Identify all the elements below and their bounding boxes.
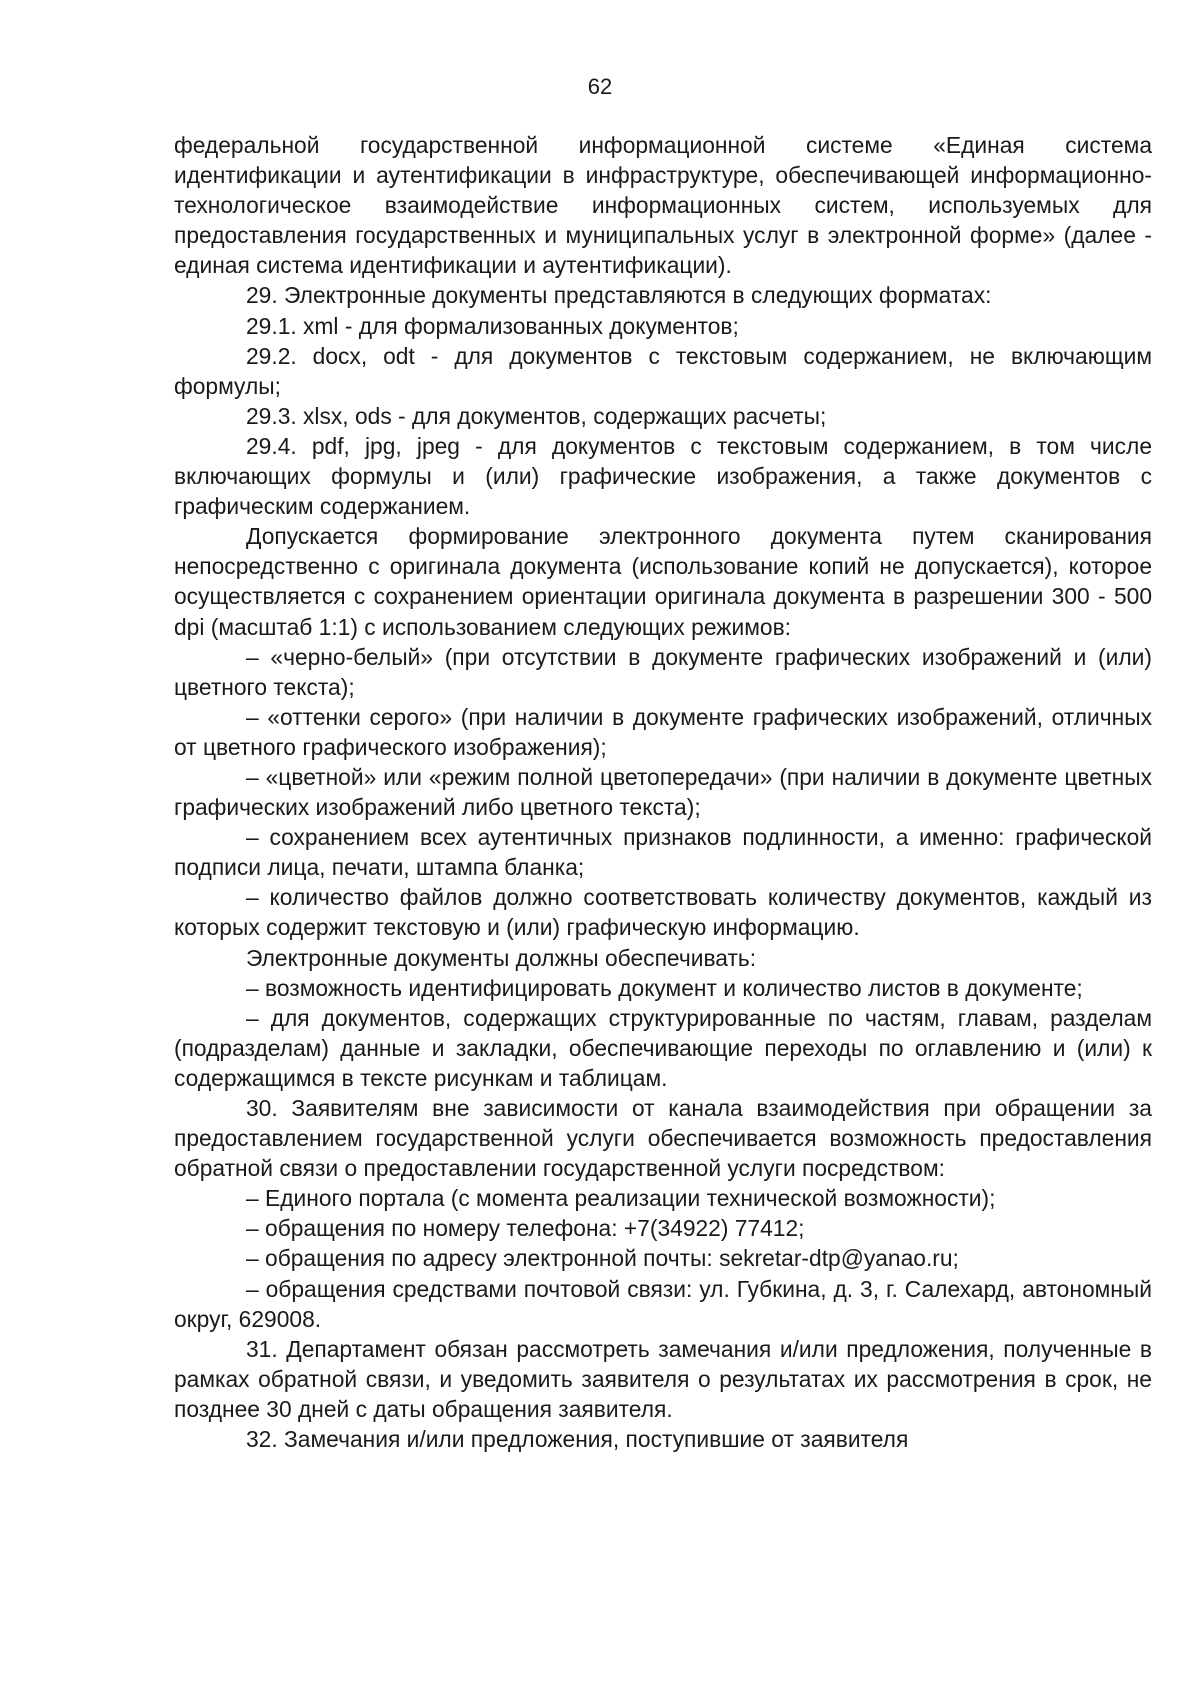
paragraph-29: 29. Электронные документы представляются в следующих форматах:: [246, 282, 992, 309]
list-item-color: – «цветной» или «режим полной цветопередачи» (при наличии в документе цветных графических изображений либо цветного текста);: [174, 763, 1152, 821]
paragraph-29-4: 29.4. pdf, jpg, jpeg - для документов с текстовым содержанием, в том числе включающих формулы и (или) графические изображения, а также документов с графическим содержанием.: [174, 432, 1152, 520]
list-item-black-white: – «черно-белый» (при отсутствии в документе графических изображений и (или) цветного текста);: [174, 643, 1152, 700]
paragraph-31: 31. Департамент обязан рассмотреть замечания и/или предложения, полученные в рамках обратной связи, и уведомить заявителя о результатах их рассмотрения в срок, не позднее 30 дней с даты обращения заявителя.: [174, 1335, 1152, 1422]
paragraph-30: 30. Заявителям вне зависимости от канала взаимодействия при обращении за предоставлением государственной услуги обеспечивается возможность предоставления обратной связи о предоставлении государственной услуги посредством:: [174, 1095, 1152, 1182]
list-item-grayscale: – «оттенки серого» (при наличии в документе графических изображений, отличных от цветного графического изображения);: [174, 703, 1152, 760]
paragraph-29-1: 29.1. xml - для формализованных документов;: [246, 312, 739, 339]
list-item-phone: – обращения по номеру телефона: +7(34922) 77412;: [246, 1215, 805, 1242]
paragraph-requirements: Электронные документы должны обеспечивать:: [246, 944, 757, 971]
list-item-file-count: – количество файлов должно соответствовать количеству документов, каждый из которых содержит текстовую и (или) графическую информацию.: [174, 884, 1152, 941]
list-item-bookmarks: – для документов, содержащих структурированные по частям, главам, разделам (подразделам) данные и закладки, обеспечивающие переходы по оглавлению и (или) к содержащимся в тексте рисункам и таблицам.: [174, 1004, 1152, 1091]
paragraph-29-2: 29.2. docx, odt - для документов с текстовым содержанием, не включающим формулы;: [174, 342, 1152, 399]
list-item-authenticity: – сохранением всех аутентичных признаков подлинности, а именно: графической подписи лица, печати, штампа бланка;: [174, 824, 1152, 881]
paragraph-continuation: федеральной государственной информационной системе «Единая система идентификации и аутентификации в инфраструктуре, обеспечивающей информационно-технологическое взаимодействие информационных систем, используемых для предоставления государственных и муниципальных услуг в электронной форме» (далее - единая система идентификации и аутентификации).: [174, 132, 1152, 279]
paragraph-29-3: 29.3. xlsx, ods - для документов, содержащих расчеты;: [246, 402, 827, 429]
paragraph-scanning: Допускается формирование электронного документа путем сканирования непосредственно с оригинала документа (использование копий не допускается), которое осуществляется с сохранением ориентации оригинала документа в разрешении 300 - 500 dpi (масштаб 1:1) с использованием следующих режимов:: [174, 523, 1152, 640]
list-item-email: – обращения по адресу электронной почты: sekretar-dtp@yanao.ru;: [246, 1245, 959, 1272]
list-item-identify: – возможность идентифицировать документ и количество листов в документе;: [246, 974, 1083, 1001]
paragraph-32: 32. Замечания и/или предложения, поступившие от заявителя: [246, 1426, 909, 1453]
document-body: [174, 130, 1152, 1454]
list-item-post: – обращения средствами почтовой связи: ул. Губкина, д. 3, г. Салехард, автономный округ, 629008.: [174, 1275, 1152, 1332]
list-item-portal: – Единого портала (с момента реализации технической возможности);: [246, 1185, 996, 1212]
page-number: 62: [587, 74, 613, 99]
